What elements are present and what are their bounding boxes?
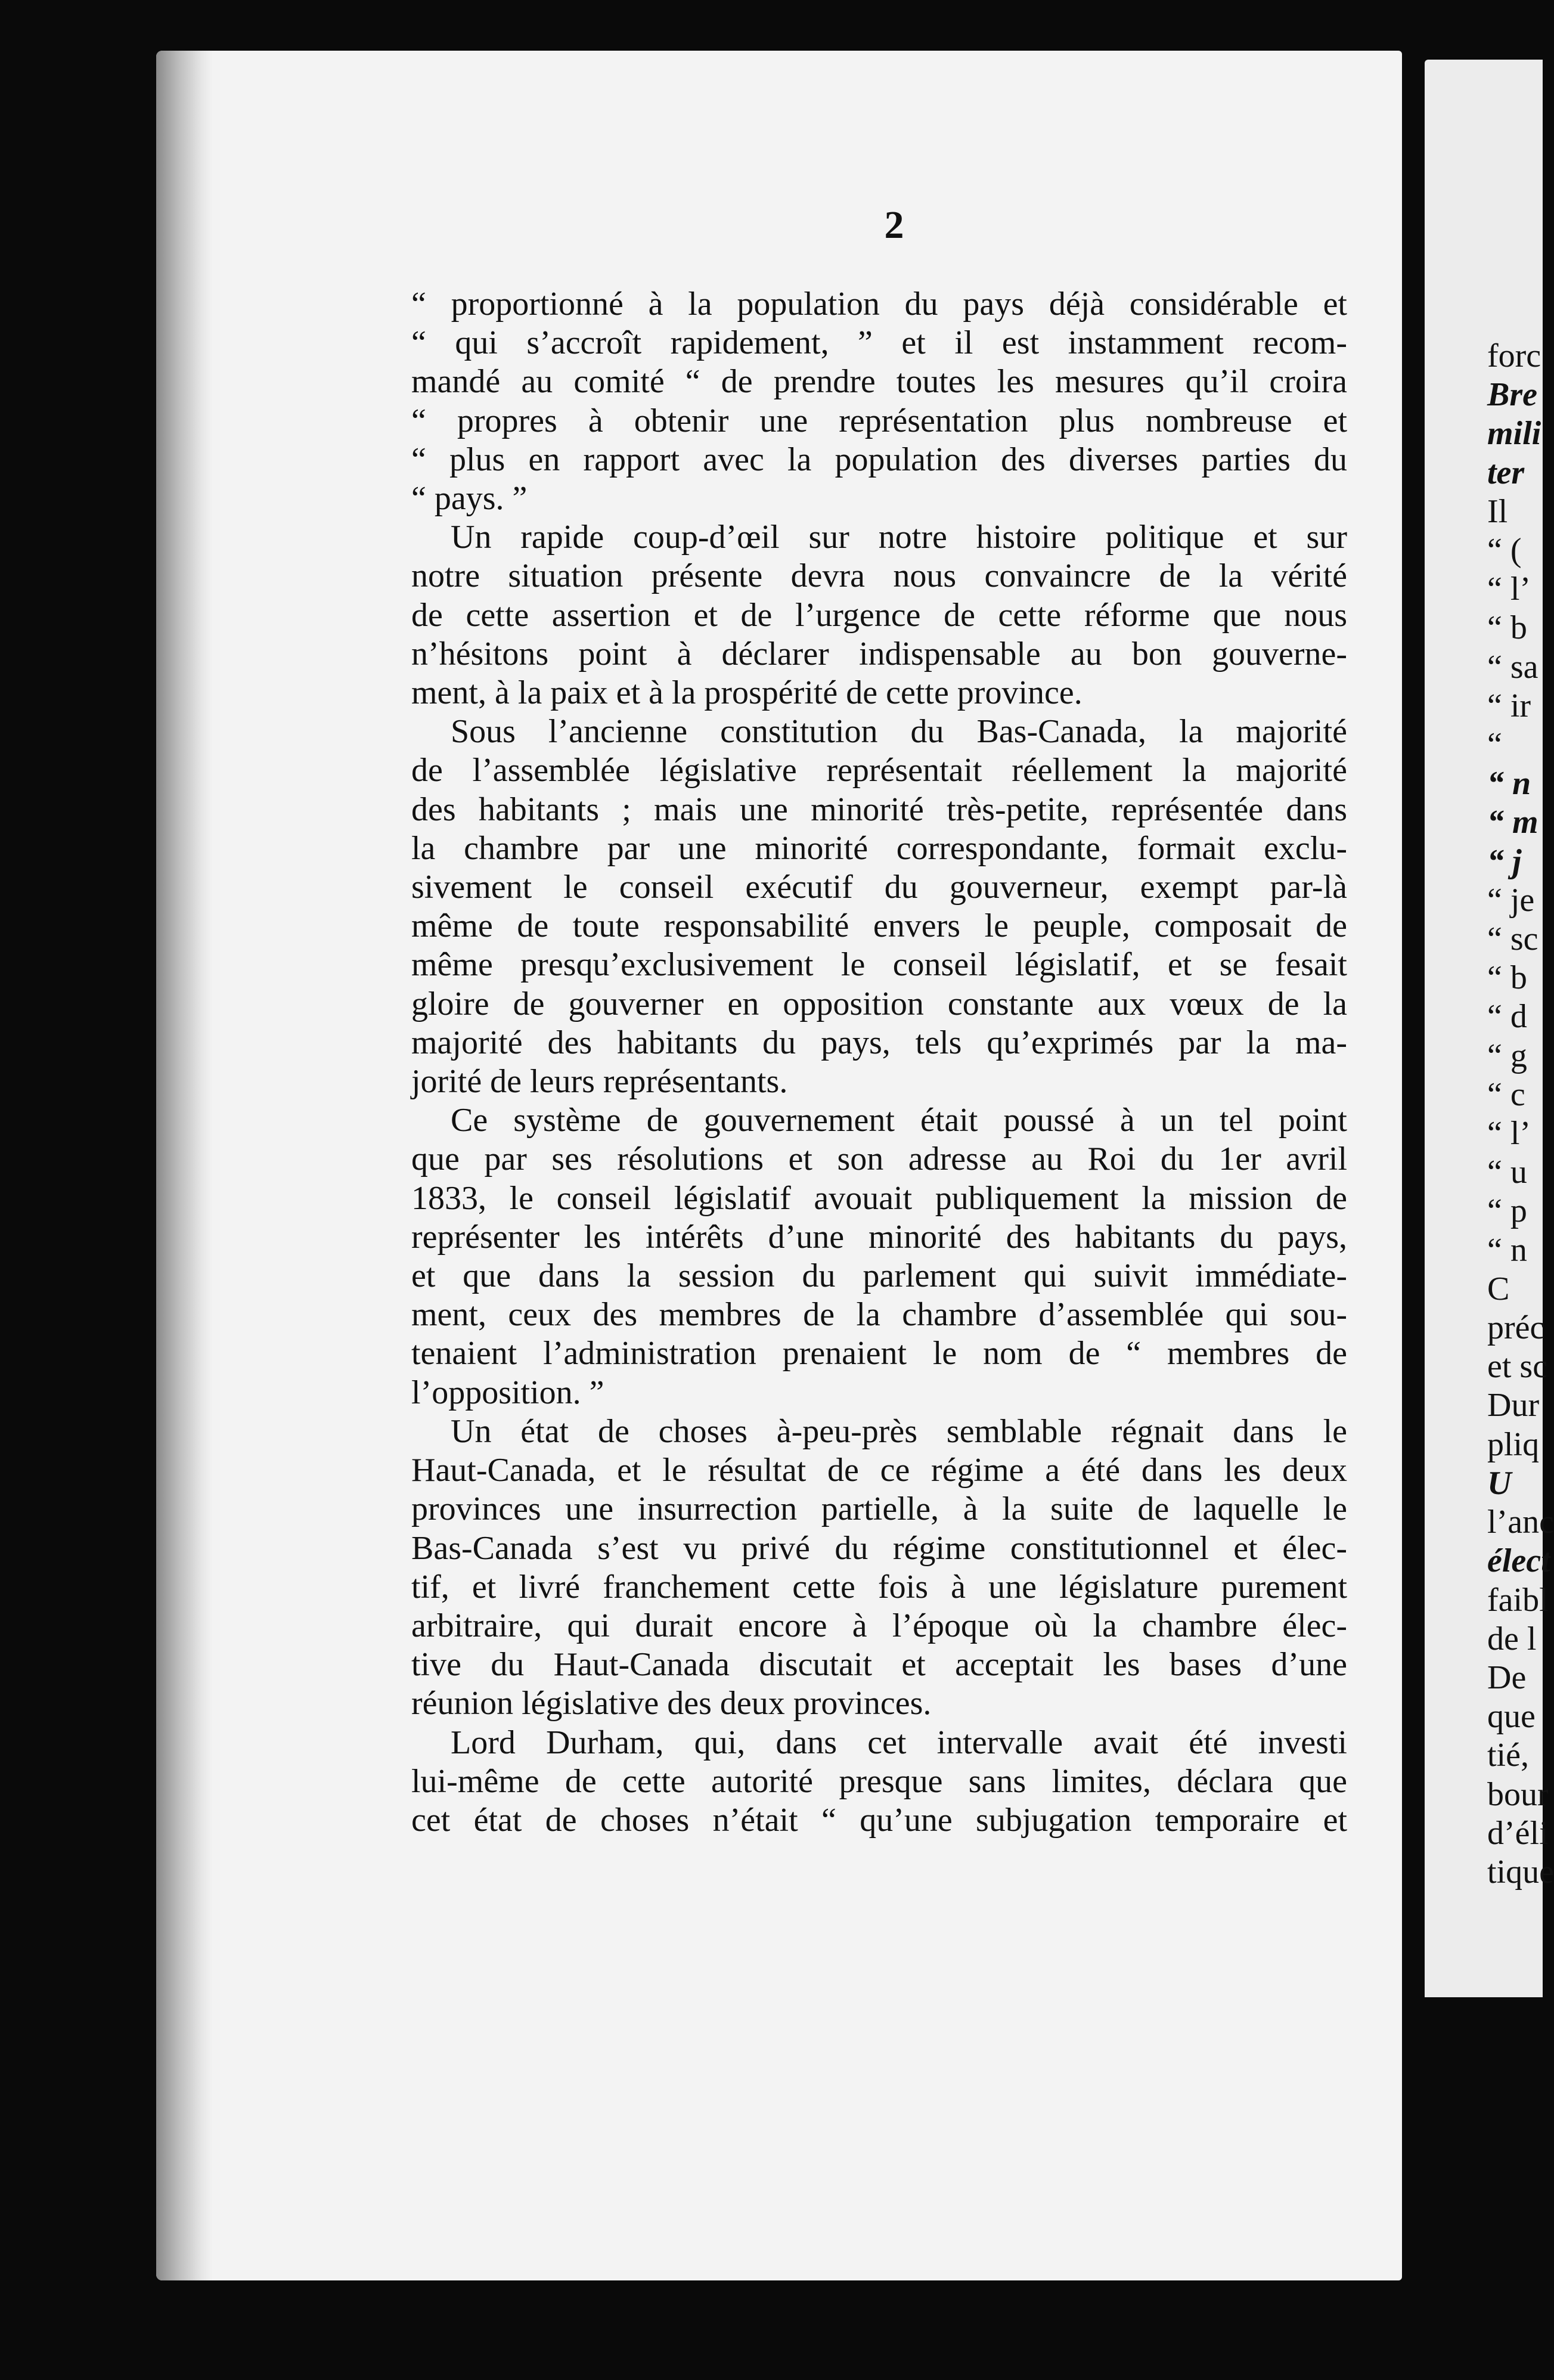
facing-text-line: “ b [1487,959,1527,997]
facing-text-line: “ n [1487,765,1531,802]
facing-text-line: U [1487,1464,1512,1502]
facing-text-line: tique [1487,1853,1554,1891]
text-line: de cette assertion et de l’urgence de cette réforme que nous [411,596,1347,634]
text-line: jorité de leurs représentants. [411,1063,788,1101]
facing-text-line: “ je [1487,881,1535,919]
text-line: notre situation présente devra nous convaincre de la vérité [411,557,1347,595]
facing-text-line: que [1487,1698,1536,1736]
facing-text-line: mili [1487,415,1541,453]
facing-text-line: de l [1487,1620,1537,1657]
text-line: des habitants ; mais une minorité très-petite, représentée dans [411,791,1347,828]
facing-text-line: C [1487,1270,1510,1307]
facing-text-line: Bre [1487,376,1537,414]
page-binding-shadow [156,51,213,2280]
text-line: tive du Haut-Canada discutait et acceptait les bases d’une [411,1646,1347,1684]
text-line: tenaient l’administration prenaient le nom de “ membres de [411,1335,1347,1372]
facing-text-line: élect [1487,1542,1550,1580]
facing-text-line: l’anc [1487,1504,1554,1541]
text-line: même de toute responsabilité envers le peuple, composait de [411,907,1347,945]
facing-text-line: “ ( [1487,532,1522,569]
facing-text-line: ter [1487,454,1525,491]
text-line: provinces une insurrection partielle, à la suite de laquelle le [411,1490,1347,1528]
text-line: ment, ceux des membres de la chambre d’assemblée qui sou- [411,1296,1347,1334]
facing-text-line: “ sc [1487,921,1539,958]
facing-text-line: “ u [1487,1154,1527,1191]
text-line: “ pays. ” [411,480,528,517]
text-line: Haut-Canada, et le résultat de ce régime a été dans les deux [411,1452,1347,1489]
text-line: Un rapide coup-d’œil sur notre histoire politique et sur [451,519,1347,556]
facing-text-line: et sc [1487,1348,1548,1386]
text-line: Un état de choses à-peu-près semblable régnait dans le [451,1412,1347,1450]
text-line: sivement le conseil exécutif du gouverneur, exempt par-là [411,869,1347,906]
facing-text-line: Il [1487,492,1508,530]
facing-text-line: préc [1487,1309,1545,1347]
text-line: arbitraire, qui durait encore à l’époque où la chambre élec- [411,1607,1347,1644]
text-line: même presqu’exclusivement le conseil législatif, et se fesait [411,946,1347,984]
facing-text-line: Dur [1487,1387,1540,1424]
text-line: “ propres à obtenir une représentation plus nombreuse et [411,402,1347,439]
facing-text-line: bour [1487,1775,1549,1813]
text-line: réunion législative des deux provinces. [411,1685,932,1722]
text-line: Sous l’ancienne constitution du Bas-Canada, la majorité [451,713,1347,751]
text-line: et que dans la session du parlement qui suivit immédiate- [411,1257,1347,1295]
facing-text-line: “ l’ [1487,571,1531,608]
text-line: la chambre par une minorité correspondante, formait exclu- [411,829,1347,867]
facing-text-line: “ p [1487,1192,1527,1230]
text-line: “ proportionné à la population du pays déjà considérable et [411,286,1347,323]
facing-text-line: “ c [1487,1076,1525,1113]
facing-text-line: d’éli [1487,1814,1549,1852]
facing-text-line: “ [1487,726,1502,764]
facing-text-line: “ d [1487,998,1527,1036]
text-line: mandé au comité “ de prendre toutes les mesures qu’il croira [411,363,1347,401]
text-line: lui-même de cette autorité presque sans limites, déclara que [411,1762,1347,1800]
facing-text-line: “ j [1487,842,1522,880]
facing-text-line: “ g [1487,1037,1527,1074]
facing-text-line: forc [1487,337,1541,374]
text-line: Bas-Canada s’est vu privé du régime constitutionnel et élec- [411,1529,1347,1567]
text-line: Lord Durham, qui, dans cet intervalle avait été investi [451,1724,1347,1761]
facing-text-line: tié, [1487,1737,1529,1774]
text-line: Ce système de gouvernement était poussé à un tel point [451,1102,1347,1139]
text-line: représenter les intérêts d’une minorité des habitants du pays, [411,1218,1347,1256]
facing-text-line: De [1487,1659,1527,1696]
text-line: n’hésitons point à déclarer indispensable au bon gouverne- [411,635,1347,673]
text-line: tif, et livré franchement cette fois à une législature purement [411,1568,1347,1606]
page-number: 2 [884,203,904,247]
text-line: l’opposition. ” [411,1374,604,1411]
facing-text-line: pliq [1487,1425,1540,1463]
text-line: “ qui s’accroît rapidement, ” et il est instamment recom- [411,324,1347,362]
text-line: cet état de choses n’était “ qu’une subjugation temporaire et [411,1801,1347,1839]
text-line: “ plus en rapport avec la population des diverses parties du [411,441,1347,478]
text-line: majorité des habitants du pays, tels qu’exprimés par la ma- [411,1024,1347,1061]
facing-text-line: “ b [1487,609,1527,647]
facing-text-line: “ sa [1487,648,1539,686]
text-line: ment, à la paix et à la prospérité de cette province. [411,674,1082,712]
facing-text-line: “ l’ [1487,1115,1531,1152]
text-line: 1833, le conseil législatif avouait publiquement la mission de [411,1179,1347,1217]
facing-text-line: faibl [1487,1581,1549,1619]
facing-text-line: “ n [1487,1231,1527,1269]
text-line: de l’assemblée législative représentait réellement la majorité [411,752,1347,789]
facing-text-line: “ ir [1487,687,1531,724]
facing-page-text [1487,337,1554,1892]
text-line: que par ses résolutions et son adresse au Roi du 1er avril [411,1141,1347,1178]
facing-text-line: “ m [1487,804,1539,841]
body-text [411,285,1347,1840]
text-line: gloire de gouverner en opposition constante aux vœux de la [411,985,1347,1022]
